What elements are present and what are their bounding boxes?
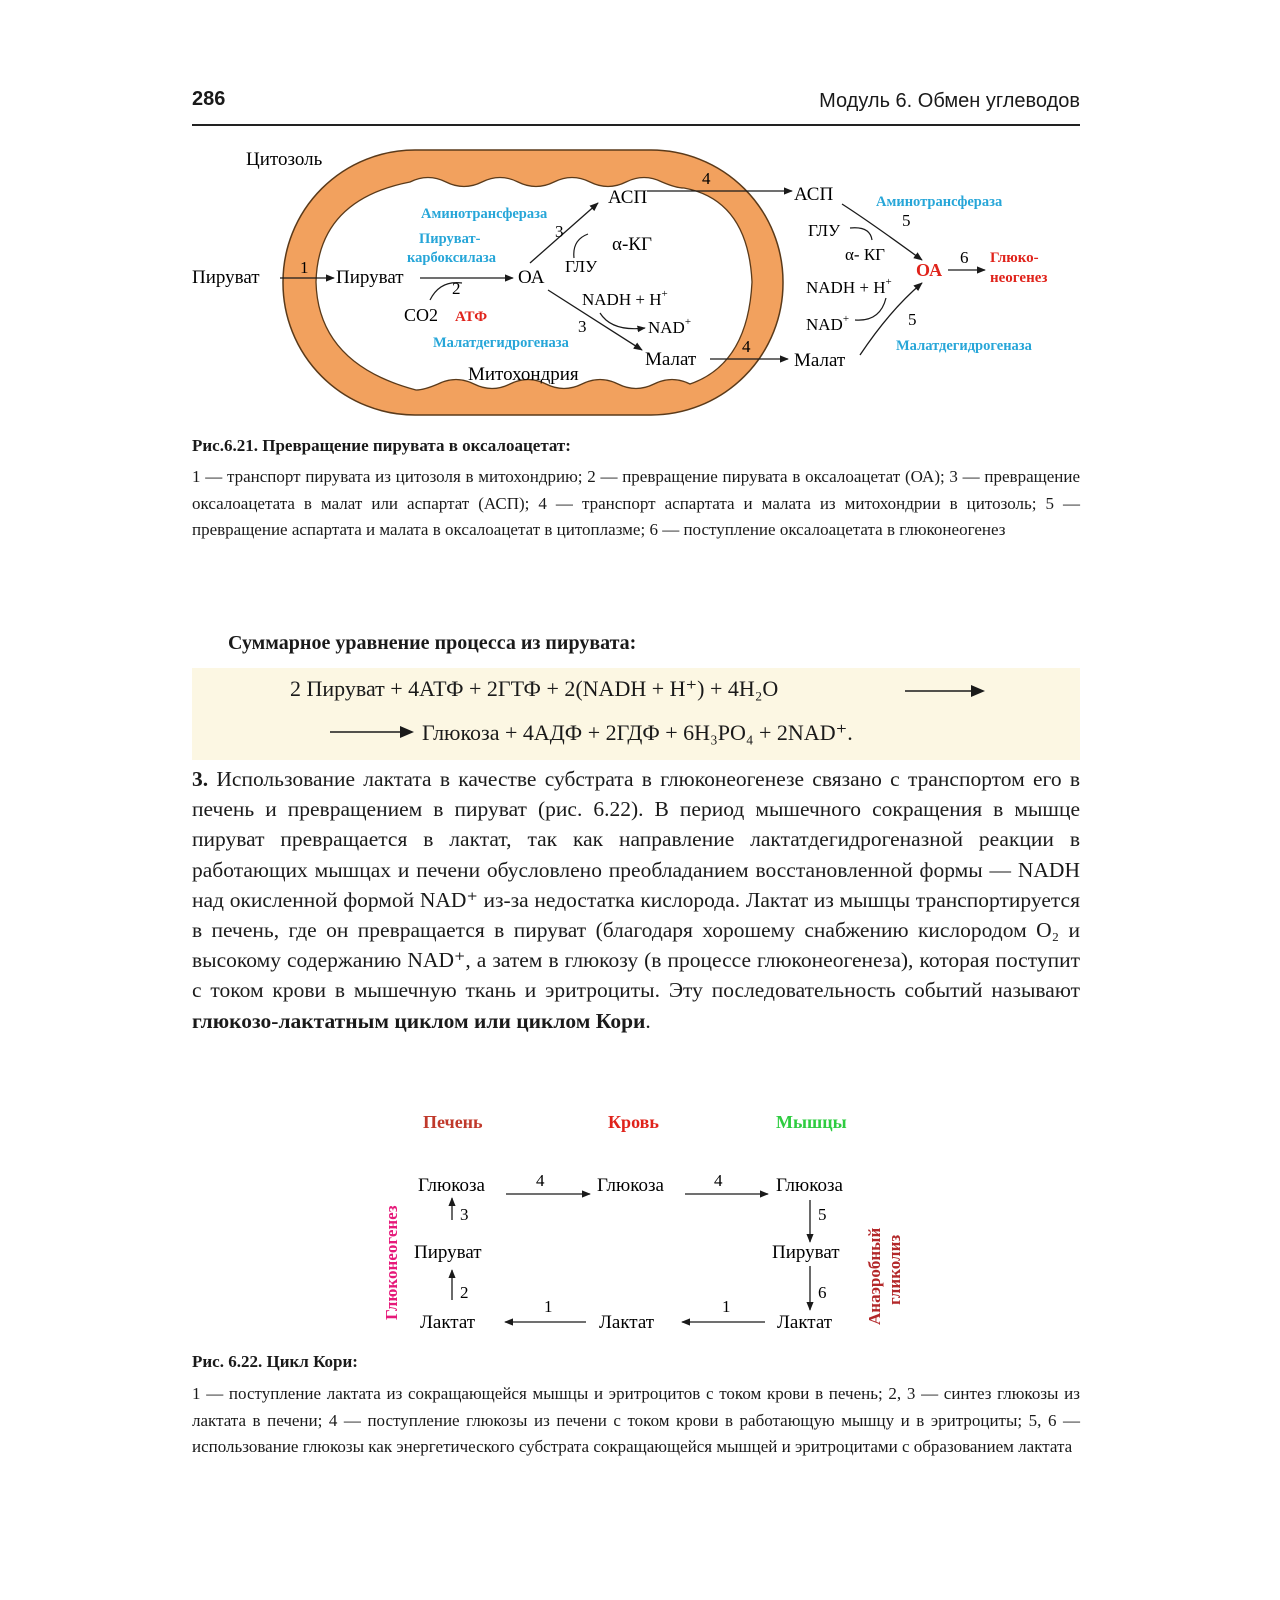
paragraph-text: Использование лактата в качестве субстрата в глюконеогенезе связано с транспортом его в печень и превращением в пируват (рис. 6.22). В период мышечного сокращения в мышце пируват превращается в лактат, так как направление лактатдегидрогеназной реакции в работающих мышцах и печени обусловлено преобладанием восстановленной формы — NADH над окисленной формой NAD⁺ из-за недостатка кислорода. Лактат из мышцы транспортируется в печень, где он превращается в пируват (благодаря хорошему снабжению кислородом O₂ и высокому содержанию NAD⁺, а затем в глюкозу (в процессе глюконеогенеза), которая поступит с током крови в мышечную ткань и эритроциты. Эту последовательность событий называют — [192, 767, 1080, 1003]
akg-mito: α-КГ — [612, 234, 652, 255]
gluconeogenesis-line1: Глюко- — [990, 250, 1039, 266]
malate-cytosol: Малат — [794, 350, 846, 371]
step-1-label: 1 — [300, 258, 309, 277]
step-2-label: 2 — [452, 279, 461, 298]
step-4a-label: 4 — [702, 169, 711, 188]
lactate-liver: Лактат — [420, 1312, 476, 1333]
glu-mito: ГЛУ — [565, 257, 598, 276]
figure-6-21-caption-text: 1 — транспорт пирувата из цитозоля в митохондрию; 2 — превращение пирувата в оксалоацетат (ОА); 3 — превращение оксалоацетата в малат или аспартат (АСП); 4 — транспорт аспартата и малата из митохондрии в цитозоль; 5 — превращение аспартата и малата в оксалоацетат в цитоплазме; 6 — поступление оксалоацетата в глюконеогенез — [192, 467, 1080, 539]
nadh-mito: NADH + H+ — [582, 288, 668, 309]
equation-line-2-text: Глюкоза + 4АДФ + 2ГДФ + 6H₃PO₄ + 2NAD⁺. — [422, 720, 853, 745]
enzyme-mdh-cytosol: Малатдегидрогеназа — [896, 338, 1032, 354]
glucose-muscle: Глюкоза — [776, 1175, 843, 1196]
co2-label: CO2 — [404, 305, 439, 325]
lactate-blood: Лактат — [599, 1312, 655, 1333]
enzyme-pyruvate-carboxylase-line2: карбоксилаза — [407, 250, 497, 266]
nad-cytosol: NAD+ — [806, 313, 850, 334]
asp-mito: АСП — [608, 187, 648, 208]
step-3a-label: 3 — [555, 222, 564, 241]
pyruvate-liver: Пируват — [414, 1242, 482, 1263]
glu-cytosol: ГЛУ — [808, 221, 841, 240]
paragraph-number: 3. — [192, 767, 209, 791]
page-number: 286 — [192, 88, 226, 110]
label-6: 6 — [818, 1283, 827, 1302]
figure-6-21-diagram — [0, 0, 1280, 430]
running-header-title: Модуль 6. Обмен углеводов — [819, 90, 1080, 112]
column-muscle: Мышцы — [776, 1112, 847, 1132]
side-label-anaerobic: Анаэробный — [865, 1227, 884, 1325]
pyruvate-muscle: Пируват — [772, 1242, 840, 1263]
equation-arrow-1 — [905, 681, 985, 701]
figure-6-22-caption-title: Рис. 6.22. Цикл Кори: — [192, 1352, 358, 1371]
enzyme-pyruvate-carboxylase-line1: Пируват- — [419, 231, 481, 247]
akg-cytosol: α- КГ — [845, 245, 885, 264]
step-6-label: 6 — [960, 248, 969, 267]
malate-mito: Малат — [645, 349, 697, 370]
oa-mito: ОА — [518, 267, 545, 288]
step-5b-label: 5 — [908, 310, 917, 329]
side-label-glycolysis: гликолиз — [885, 1234, 904, 1305]
asp-cytosol: АСП — [794, 184, 834, 205]
label-1a: 1 — [544, 1297, 553, 1316]
nad-nadh-curve-cytosol — [855, 298, 886, 320]
figure-6-22-caption-text: 1 — поступление лактата из сокращающейся мышцы и эритроцитов с током крови в печень; 2, 3 — синтез глюкозы из лактата в печени; 4 — поступление глюкозы из печени с током крови в работающую мышцу и в эритроциты; 5, 6 — использование глюкозы как энергетического субстрата сокращающейся мышцей и эритроцитами с образованием лактата — [192, 1384, 1080, 1456]
paragraph-end: . — [645, 1008, 651, 1033]
step-3b-label: 3 — [578, 317, 587, 336]
equation-line-1: 2 Пируват + 4АТФ + 2ГТФ + 2(NADH + H⁺) + 4H₂O — [290, 676, 779, 701]
label-3: 3 — [460, 1205, 469, 1224]
label-5: 5 — [818, 1205, 827, 1224]
label-1b: 1 — [722, 1297, 731, 1316]
nadh-cytosol: NADH + H+ — [806, 276, 892, 297]
gluconeogenesis-line2: неогенез — [990, 270, 1048, 286]
lactate-muscle: Лактат — [777, 1312, 833, 1333]
summary-heading: Суммарное уравнение процесса из пирувата: — [228, 632, 637, 654]
label-4a: 4 — [536, 1171, 545, 1190]
pyruvate-cytosol: Пируват — [192, 267, 260, 288]
glu-akg-curve-cytosol — [850, 228, 872, 240]
body-paragraph — [192, 764, 1080, 1036]
label-2: 2 — [460, 1283, 469, 1302]
enzyme-aminotransferase-cytosol: Аминотрансфераза — [876, 194, 1003, 210]
label-4b: 4 — [714, 1171, 723, 1190]
side-label-gluconeogenesis: Глюконеогенез — [382, 1205, 401, 1320]
label-mitochondrion: Митохондрия — [468, 364, 579, 385]
glucose-liver: Глюкоза — [418, 1175, 485, 1196]
enzyme-mdh-mito: Малатдегидрогеназа — [433, 335, 569, 351]
glucose-blood: Глюкоза — [597, 1175, 664, 1196]
atp-label: АТФ — [455, 309, 488, 325]
enzyme-aminotransferase-mito: Аминотрансфераза — [421, 206, 548, 222]
equation-arrow-2 — [330, 722, 418, 742]
figure-6-22-diagram — [0, 1090, 1280, 1350]
oa-cytosol: ОА — [916, 260, 943, 280]
nad-mito: NAD+ — [648, 316, 692, 337]
paragraph-term: глюкозо-лактатным циклом или циклом Кори — [192, 1008, 646, 1033]
step-4b-label: 4 — [742, 337, 751, 356]
column-liver: Печень — [423, 1112, 483, 1132]
figure-6-21-caption-title: Рис.6.21. Превращение пирувата в оксалоацетат: — [192, 436, 571, 455]
label-cytosol: Цитозоль — [246, 149, 323, 170]
column-blood: Кровь — [608, 1112, 659, 1132]
step-5a-label: 5 — [902, 211, 911, 230]
pyruvate-mito: Пируват — [336, 267, 404, 288]
